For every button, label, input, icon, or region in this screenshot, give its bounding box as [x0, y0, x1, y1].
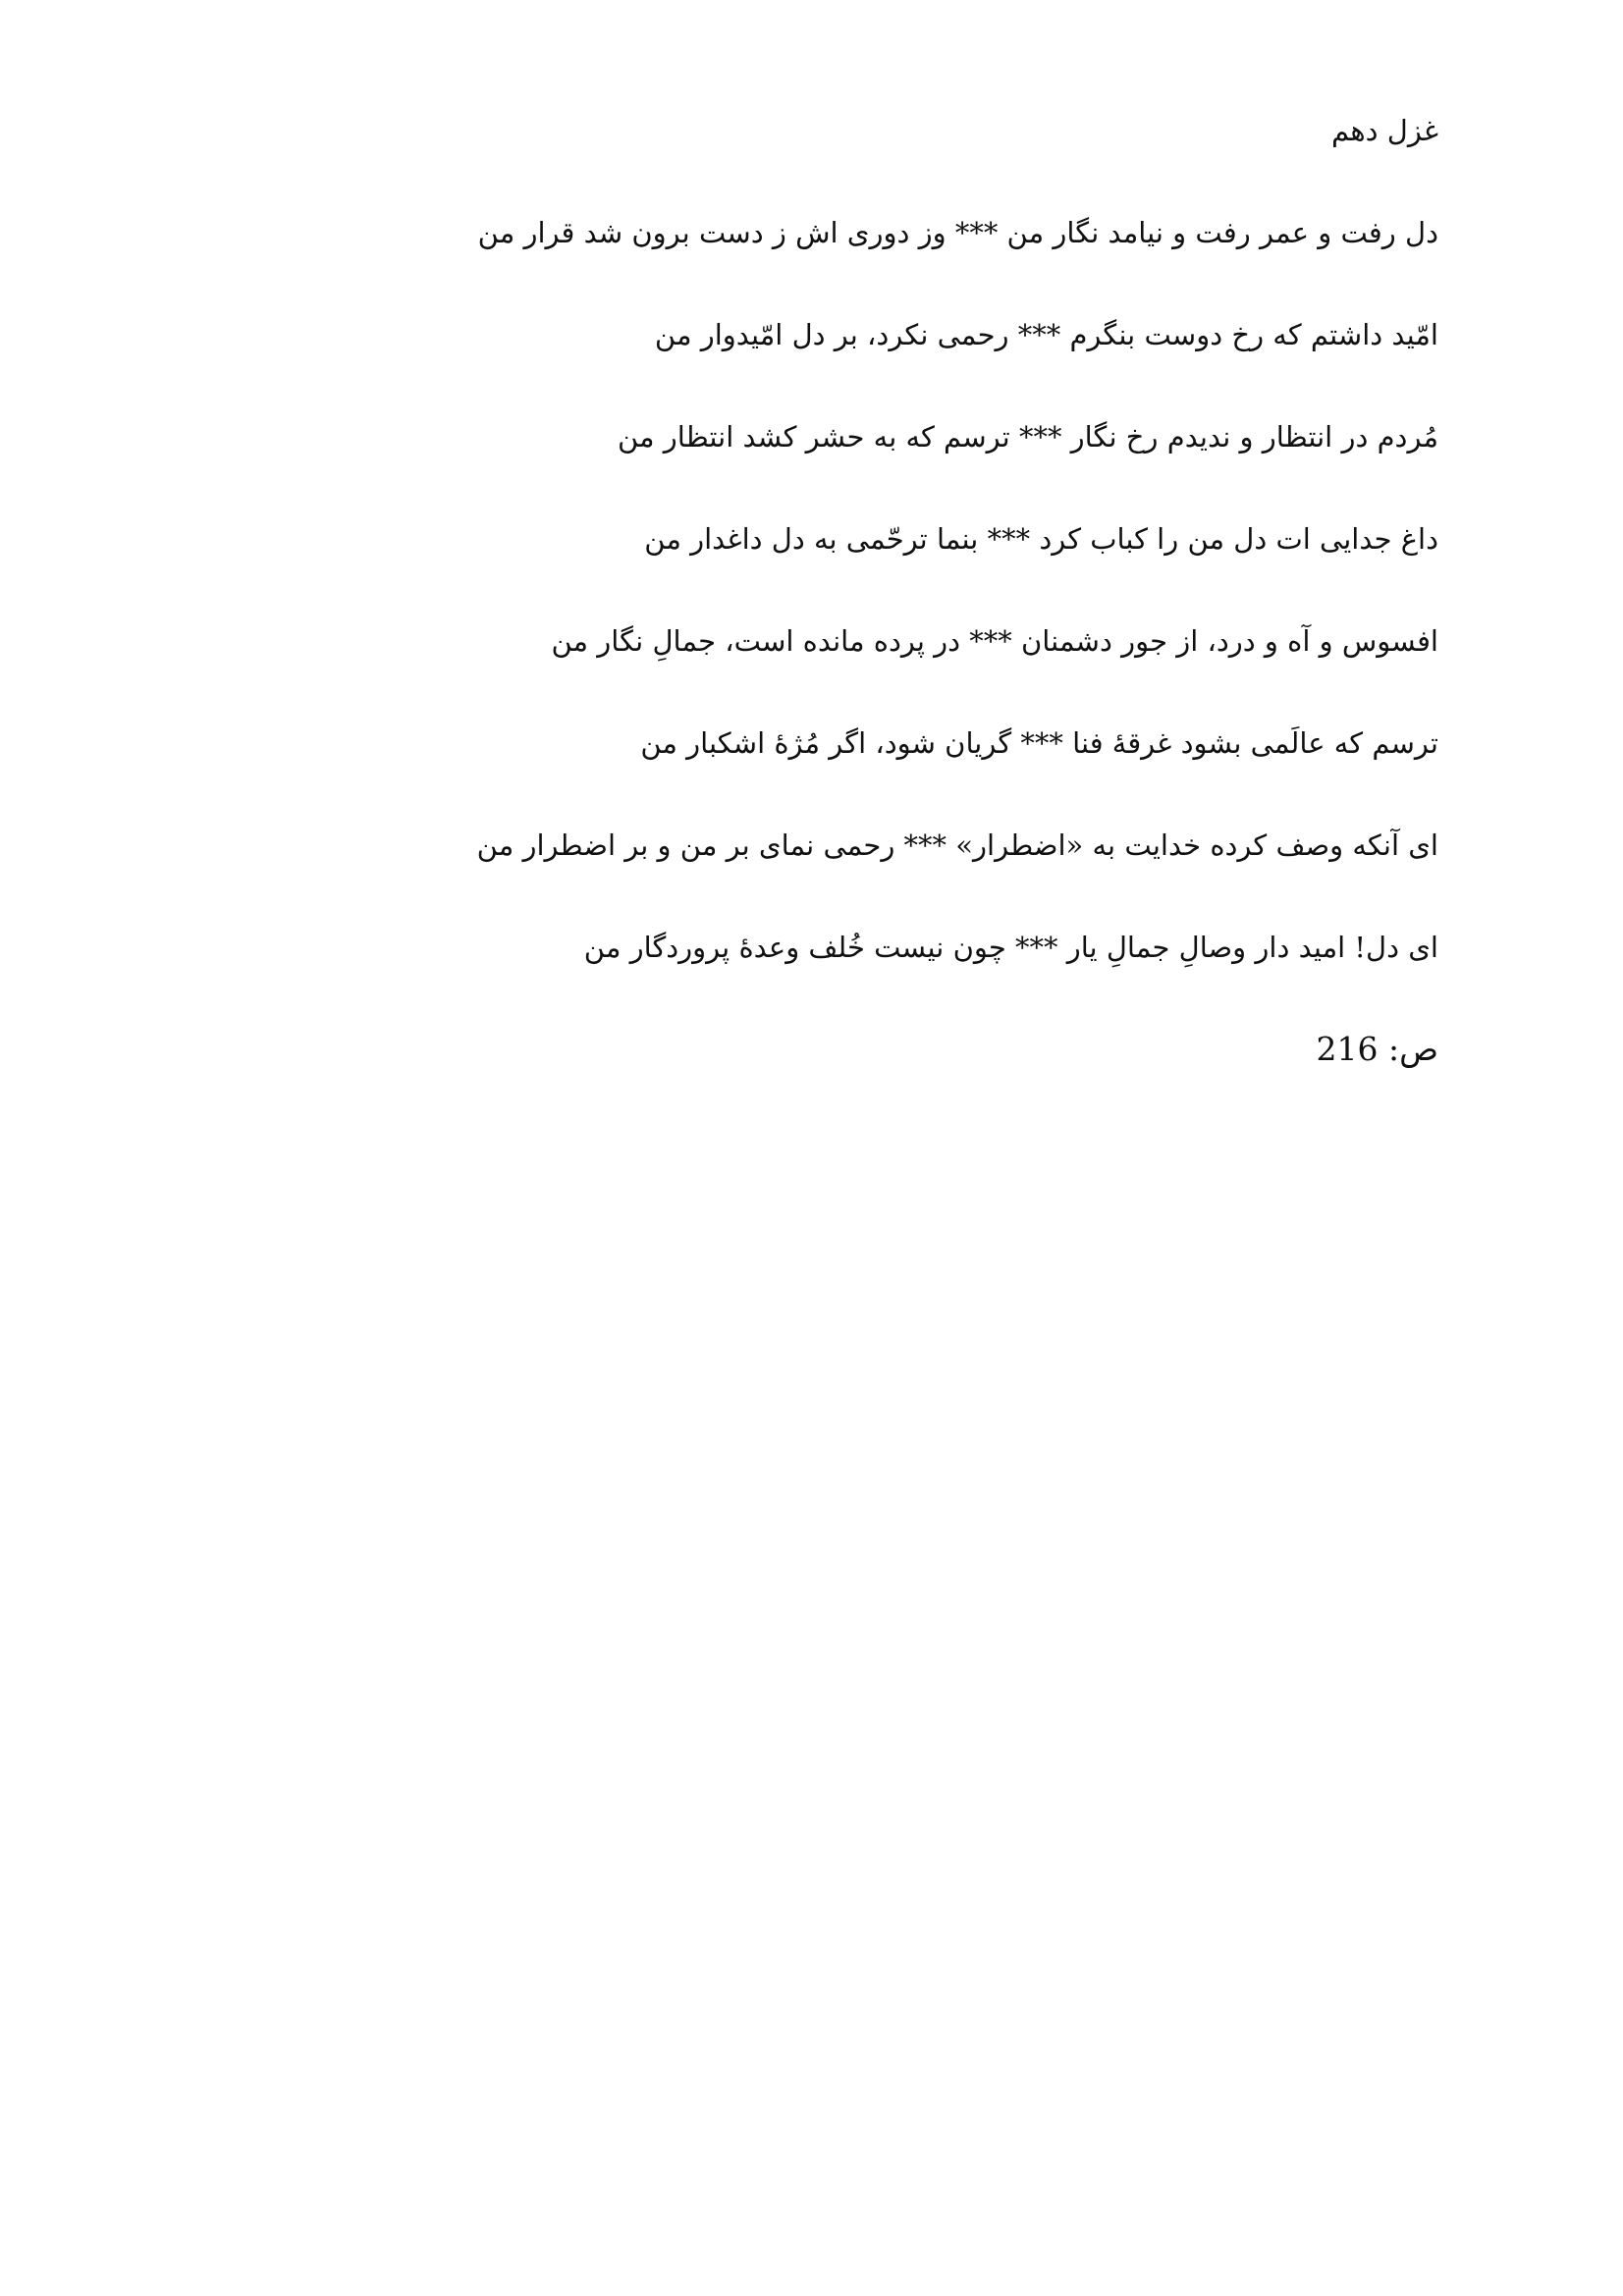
poem-text-block [457, 110, 1438, 1070]
verse-line-5: افسوس و آه و درد، از جور دشمنان *** در پرده مانده است، جمالِ نگار من [551, 624, 1438, 658]
verse-line-7: ای آنکه وصف کرده خدایت به «اضطرار» *** رحمی نمای بر من و بر اضطرار من [476, 828, 1438, 862]
poem-title: غزل دهم [1331, 114, 1438, 147]
verse-line-2: امّید داشتم که رخ دوست بنگرم *** رحمی نکرد، بر دل امّیدوار من [654, 318, 1438, 351]
verse-line-8: ای دل! امید دار وصالِ جمالِ یار *** چون نیست خُلف وعدهٔ پروردگار من [583, 931, 1438, 964]
verse-line-3: مُردم در انتظار و ندیدم رخ نگار *** ترسم که به حشر کشد انتظار من [617, 420, 1438, 454]
verse-line-6: ترسم که عالَمی بشود غرقهٔ فنا *** گریان شود، اگر مُژهٔ اشکبار من [640, 726, 1438, 760]
verse-line-4: داغ جدایی ات دل من را کباب کرد *** بنما ترحّمی به دل داغدار من [644, 522, 1438, 556]
verse-line-1: دل رفت و عمر رفت و نیامد نگار من *** وز دوری اش ز دست برون شد قرار من [477, 216, 1438, 249]
page-number: ص: 216 [1316, 1030, 1438, 1068]
